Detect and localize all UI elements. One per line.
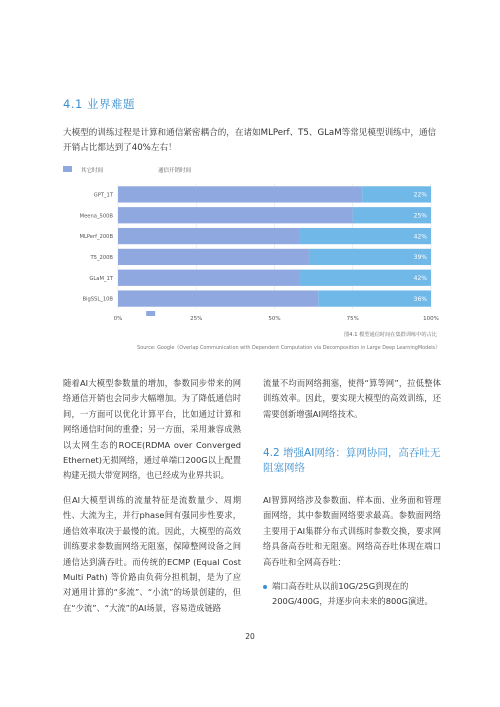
legend-label: 通信开销时间	[158, 168, 192, 174]
bar-other-time	[118, 228, 300, 244]
data-label: 42%	[413, 233, 427, 241]
left-paragraph-1: 随着AI大模型参数量的增加，参数同步带来的网络通信开销也会同步大幅增加。为了降低通信时间，一方面可以优化计算平台，比如通过计算和网络通信时间的重叠；另一方面，采用兼容成熟以太网生态的ROCE(RDMA over Converged Ethernet)无损网络，通过单端口200G以上配置构建无损大带宽网络，也已经成为业界共识。	[63, 378, 241, 481]
figure-caption: 图4.1 模型通信时间在集群训练中的占比	[344, 332, 437, 338]
bar-other-time	[118, 207, 353, 223]
page-number: 20	[245, 632, 255, 641]
bar-other-time	[118, 270, 300, 286]
bullet-dot-icon	[263, 585, 267, 589]
category-label: GLaM_1T	[89, 275, 113, 282]
figure-source: Source: Google《Overlap Communication with Dependent Computation via Decomposition in Large Deep LearningModels》	[137, 345, 440, 351]
data-label: 42%	[413, 274, 427, 282]
legend-swatch	[63, 166, 72, 172]
data-label: 36%	[413, 295, 427, 303]
bar-other-time	[118, 249, 309, 265]
bullet-text: 端口高吞吐从以前10G/25G到现在的200G/400G，并逐步向未来的800G演进。	[272, 581, 433, 607]
bar-other-time	[118, 290, 318, 306]
x-tick-label: 0%	[113, 316, 123, 322]
category-label: Meena_500B	[79, 213, 113, 220]
bullet-item	[263, 579, 443, 610]
stacked-bar-chart	[63, 164, 443, 334]
x-tick-label: 100%	[423, 316, 439, 322]
right-paragraph-1: 流量不均而网络拥塞，使得“算等网”，拉低整体训练效率。因此，要实现大模型的高效训练，还需要创新增强AI网络技术。	[263, 378, 441, 419]
left-paragraph-2: 但AI大模型训练的流量特征是流数量少、周期性、大流为主，并行phase间有强同步性要求，通信效率取决于最慢的流。因此，大模型的高效训练要求参数面网络无阻塞，保障整网设备之间通信达到满吞吐。而传统的ECMP (Equal Cost Multi Path) 等价路由负荷分担机制，是为了应对通用计算的“多流”、“小流”的场景创建的，但在“少流”、“大流”的AI场景，容易造成链路	[63, 495, 241, 613]
category-label: MLPerf_200B	[79, 234, 113, 241]
bar-comm-time	[300, 228, 431, 244]
data-label: 39%	[413, 254, 427, 262]
bar-comm-time	[300, 270, 431, 286]
category-label: BigSSL_10B	[82, 296, 113, 303]
data-label: 22%	[413, 191, 427, 199]
x-tick-label: 75%	[346, 316, 359, 322]
category-label: T5_200B	[90, 254, 113, 261]
intro-paragraph: 大模型的训练过程是计算和通信紧密耦合的，在诸如MLPerf、T5、GLaM等常见模型训练中，通信开销占比都达到了40%左右！	[63, 128, 437, 153]
section-title-4-2: 4.2 增强AI网络：算网协同，高吞吐无阻塞网络	[263, 447, 441, 474]
legend-label: 其它时间	[81, 168, 104, 174]
right-paragraph-2: AI智算网络涉及参数面、样本面、业务面和管理面网络，其中参数面网络要求最高。参数面网络主要用于AI集群分布式训练时参数交换，要求网络具备高吞吐和无阻塞。网络高吞吐体现在端口高吞吐和全网高吞吐：	[263, 495, 441, 567]
section-title-4-1: 4.1 业界难题	[63, 97, 135, 111]
data-label: 25%	[413, 212, 427, 220]
category-label: GPT_1T	[93, 192, 113, 199]
x-tick-label: 50%	[268, 316, 281, 322]
axis-marker	[146, 311, 155, 316]
x-tick-label: 25%	[190, 316, 203, 322]
bar-other-time	[118, 186, 362, 202]
